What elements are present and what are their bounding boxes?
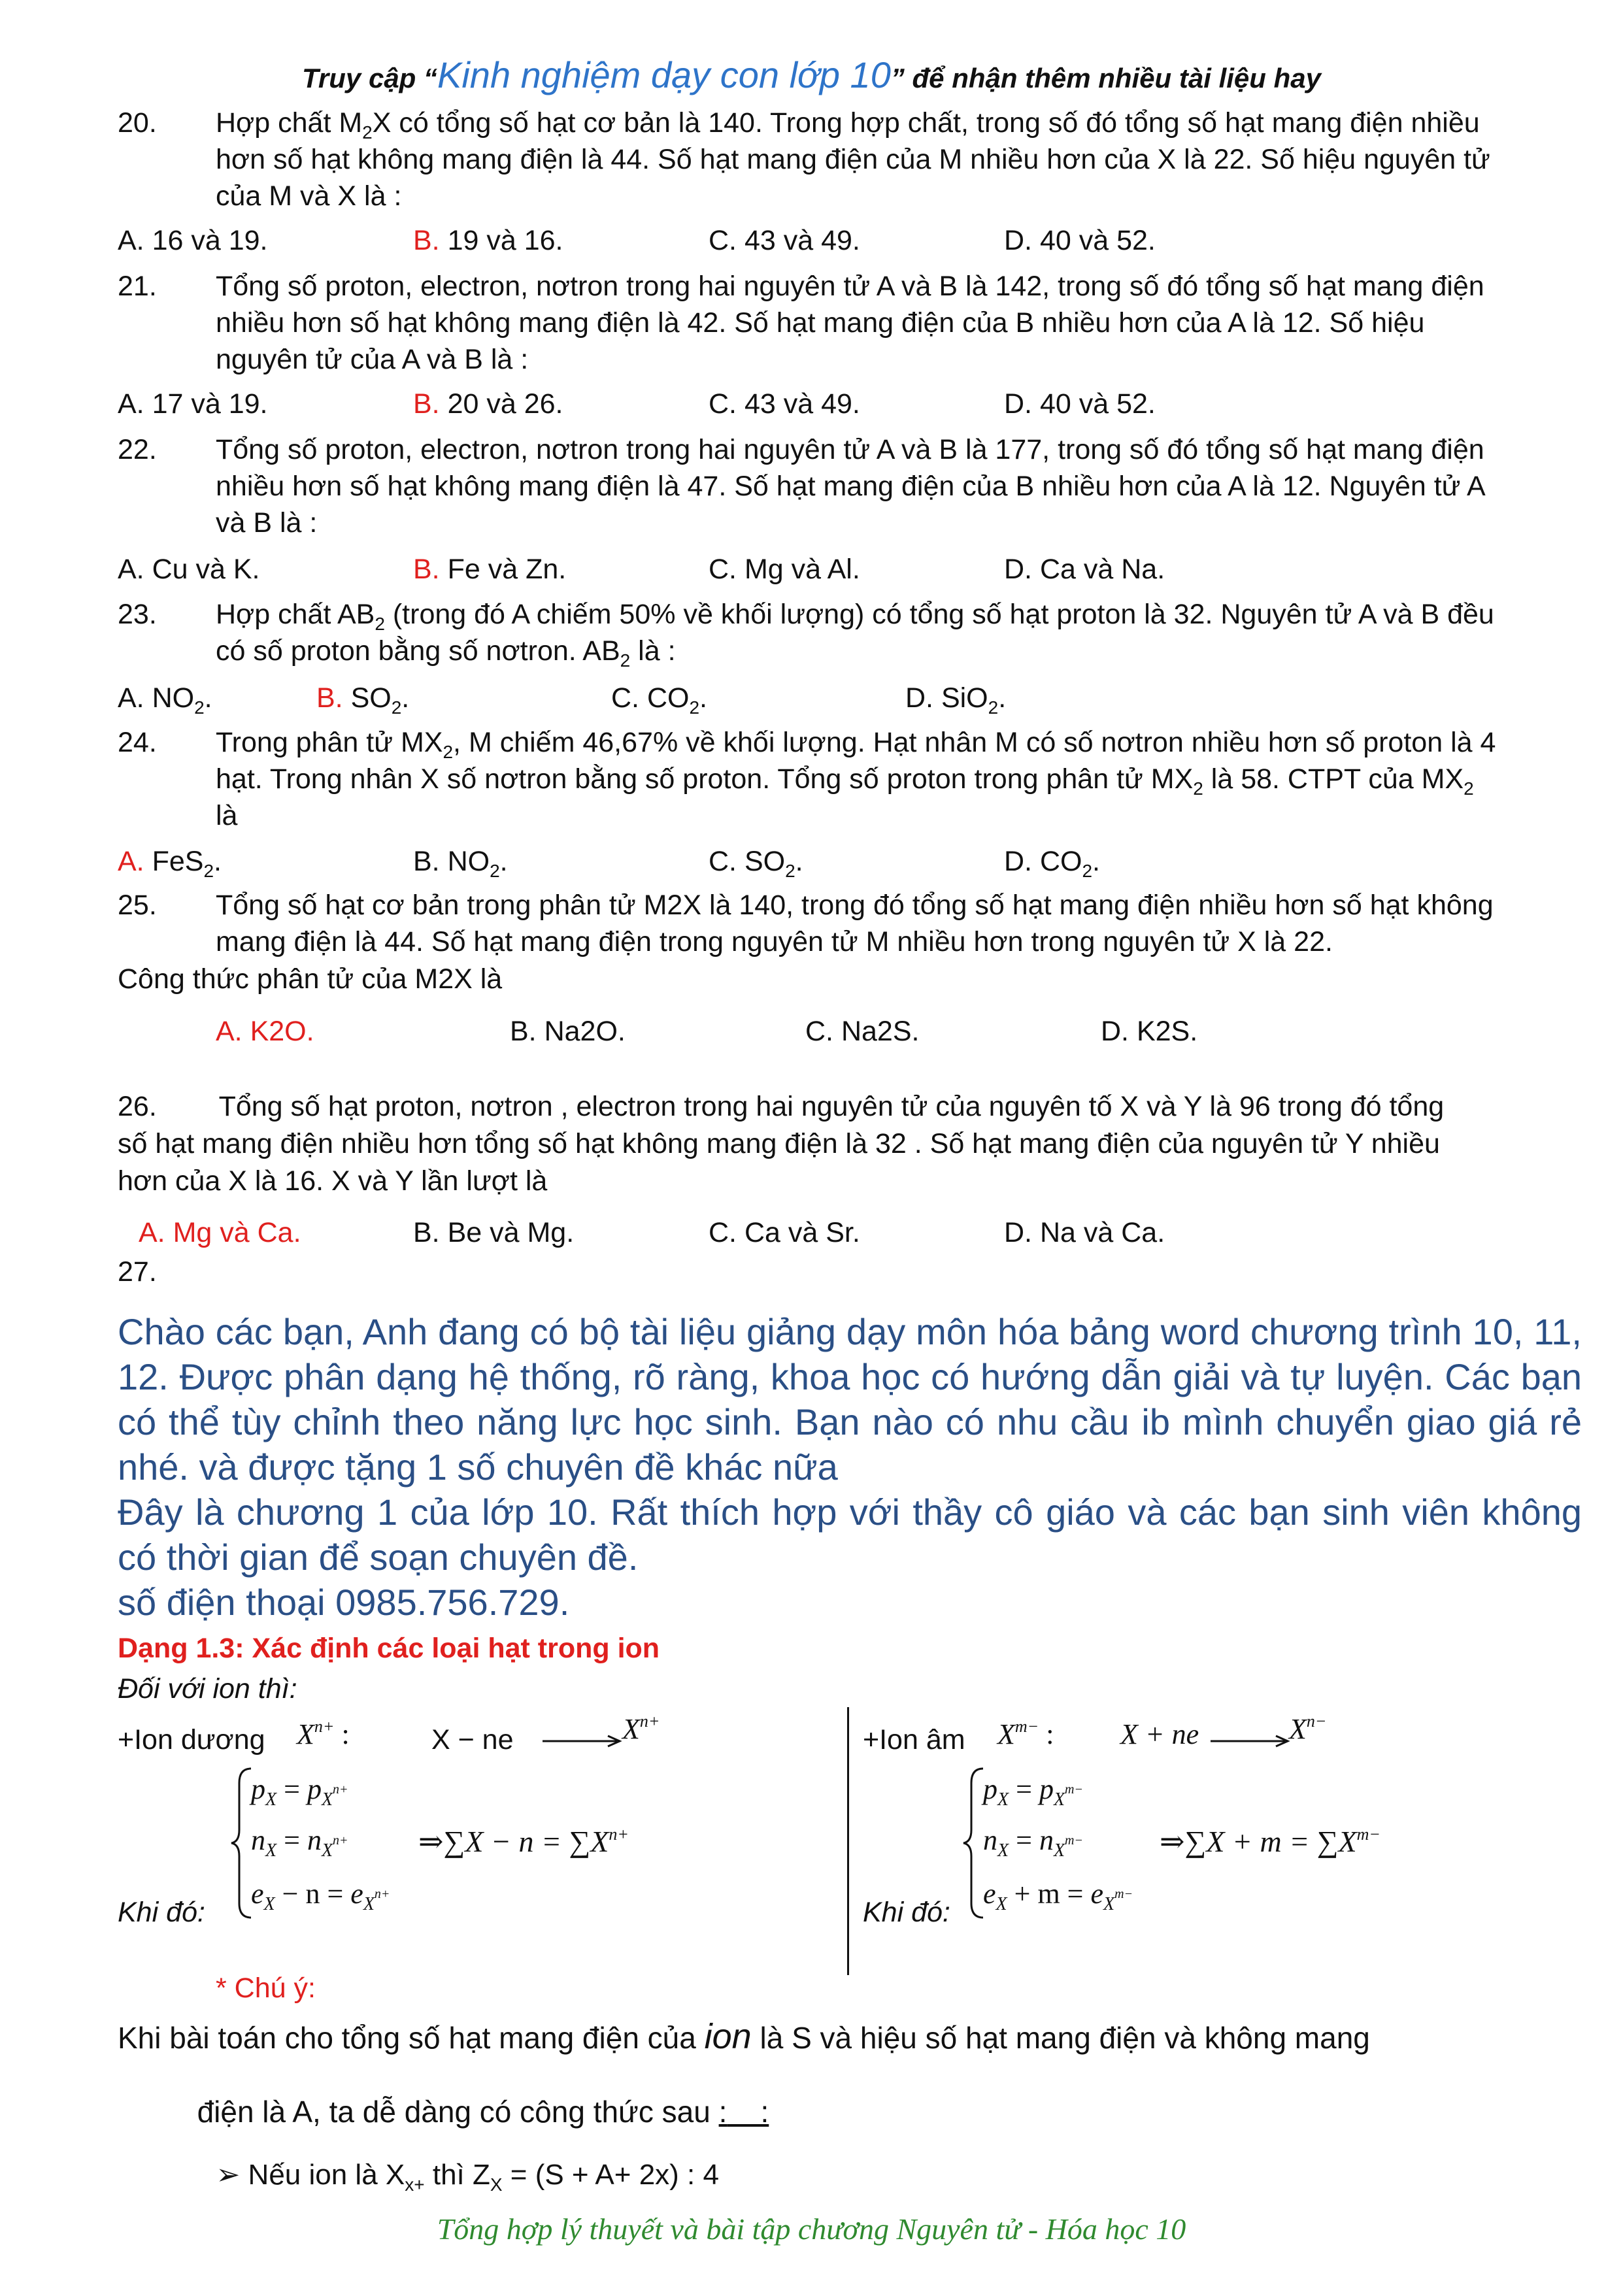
option-d: D. 40 và 52.	[1004, 225, 1156, 256]
option-a: A. $NO_2$.	[118, 682, 212, 718]
option-d: D. Ca và Na.	[1004, 554, 1165, 585]
question-text: Hợp chất $M_2X$ có tổng số hạt cơ bản là 140. Trong hợp chất, trong số đó tổng số hạt mang điện nhiều hơn số hạt không mang điện là 44. Số hạt mang điện của M nhiều hơn của X là 22. Số hiệu nguyên tử của M và X là :	[216, 107, 1490, 212]
option-c: C. 43 và 49.	[709, 388, 860, 420]
question-text: Hợp chất $AB_2$ (trong đó A chiếm 50% về khối lượng) có tổng số hạt proton là 32. Nguyên tử A và B đều có số proton bằng số nơtron. $AB_2$ là :	[216, 599, 1494, 671]
question-text: Trong phân tử $MX_2$, M chiếm 46,67% về khối lượng. Hạt nhân M có số nơtron nhiều hơn số proton là 4 hạt. Trong nhân X số nơtron bằng số proton. Tổng số proton trong phân tử $MX_2$ là 58. CTPT của $MX_2$ là	[216, 727, 1496, 831]
option-b: B. $SO_2$.	[316, 682, 410, 718]
header-prefix: Truy cập “	[302, 63, 437, 93]
option-a: A. Cu và K.	[118, 554, 260, 585]
option-a: A. FeS$_2$.	[118, 846, 222, 881]
reaction-arrow-icon	[1208, 1725, 1293, 1752]
question-number: 21.	[118, 271, 157, 302]
question-text: Tổng số proton, electron, nơtron trong hai nguyên tử A và B là 142, trong số đó tổng số hạt mang điện nhiều hơn số hạt không mang điện là 42. Số hạt mang điện của B nhiều hơn của A là 12. Số hiệu nguyên tử của A và B là :	[216, 271, 1484, 375]
positive-ion-label: +Ion dương	[118, 1724, 265, 1755]
option-a: A. 16 và 19.	[118, 225, 268, 256]
page-header	[0, 54, 1623, 96]
section-title: Dạng 1.3: Xác định các loại hạt trong ion	[118, 1633, 660, 1664]
option-d: D. Na và Ca.	[1004, 1217, 1165, 1248]
neutron-equation: $n_X = n_{X^{n+}}$	[251, 1824, 348, 1861]
option-b: B. Be và Mg.	[413, 1217, 575, 1248]
positive-ion-reaction: X − ne	[431, 1724, 514, 1755]
promo-paragraph-1: Chào các bạn, Anh đang có bộ tài liệu giảng dạy môn hóa bảng word chương trình 10, 11, 12. Được phân dạng hệ thống, rõ ràng, khoa học có hướng dẫn giải và tự luyện. Các bạn có thể tùy chỉnh theo năng lực học sinh. Bạn nào có nhu cầu ib mình chuyển giao giá rẻ nhé. và được tặng 1 số chuyên đề khác nữa	[118, 1311, 1582, 1488]
negative-ion-label: +Ion âm	[863, 1724, 965, 1755]
option-c: C. 43 và 49.	[709, 225, 860, 256]
option-a: A. K2O.	[216, 1016, 314, 1047]
header-suffix: ” để nhận thêm nhiều tài liệu hay	[890, 63, 1321, 93]
question-text-line: số hạt mang điện nhiều hơn tổng số hạt không mang điện là 32 . Số hạt mang điện của nguyên tử Y nhiều	[118, 1128, 1440, 1159]
option-b: B. $NO_2$.	[413, 846, 508, 881]
question-text-line: hơn của X là 16. X và Y lần lượt là	[118, 1165, 548, 1197]
electron-equation: $e_X + m = e_{X^{m-}}$	[983, 1878, 1133, 1914]
header-link[interactable]: Kinh nghiệm dạy con lớp 10	[437, 54, 891, 95]
khi-do-label: Khi đó:	[863, 1897, 950, 1928]
positive-ion-sum: ⇒∑X − $n = \sum X^{n+}$	[418, 1825, 629, 1858]
arrow-bullet-icon: ➢	[216, 2159, 241, 2191]
option-d: D. K2S.	[1101, 1016, 1198, 1047]
question-number: 24.	[118, 727, 157, 758]
question-stem: Công thức phân tử của M2X là	[118, 963, 503, 995]
promo-block	[118, 1309, 1582, 1625]
negative-ion-symbol: $X^{m-}$ :	[997, 1717, 1054, 1750]
proton-equation: $p_X = p_{X^{n+}}$	[251, 1773, 348, 1810]
proton-equation: $p_X = p_{X^{m-}}$	[983, 1773, 1083, 1810]
option-b: B. Fe và Zn.	[413, 554, 567, 585]
rule-line-2: điện là A, ta dễ dàng có công thức sau : :	[197, 2095, 769, 2129]
negative-ion-reaction: X + ne	[1120, 1718, 1199, 1750]
promo-phone: số điện thoại 0985.756.729.	[118, 1582, 570, 1623]
option-b: B. 20 và 26.	[413, 388, 563, 420]
question-number: 23.	[118, 599, 157, 630]
positive-ion-product: $X^{n+}$	[622, 1712, 660, 1745]
question-number: 25.	[118, 890, 157, 921]
reaction-arrow-icon	[540, 1725, 625, 1752]
option-b: B. 19 và 16.	[413, 225, 563, 256]
negative-ion-sum: ⇒∑X + $m = \sum X^{m-}$	[1160, 1825, 1380, 1858]
option-c: C. Ca và Sr.	[709, 1217, 860, 1248]
neutron-equation: $n_X = n_{X^{m-}}$	[983, 1824, 1083, 1861]
khi-do-label: Khi đó:	[118, 1897, 205, 1928]
option-d: D. $CO_2$.	[1004, 846, 1100, 881]
positive-ion-symbol: $X^{n+}$ :	[297, 1717, 350, 1750]
formula-bullet: ➢ Nếu ion là $X_{x+}$ thì $Z_X = (S + A+ 2x)$ : 4	[216, 2159, 719, 2195]
note-label: * Chú ý:	[216, 1972, 316, 2004]
option-b: B. Na2O.	[510, 1016, 626, 1047]
option-a: A. Mg và Ca.	[139, 1217, 301, 1248]
option-a: A. 17 và 19.	[118, 388, 268, 420]
question-number: 20.	[118, 107, 157, 139]
option-c: C. Mg và Al.	[709, 554, 860, 585]
option-d: D. SiO$_2$.	[905, 682, 1007, 718]
question-text: Tổng số hạt cơ bản trong phân tử M2X là 140, trong đó tổng số hạt mang điện nhiều hơn số hạt không mang điện là 44. Số hạt mang điện trong nguyên tử M nhiều hơn trong nguyên tử X là 22.	[216, 890, 1494, 957]
column-divider	[847, 1707, 849, 1975]
question-text: Tổng số proton, electron, nơtron trong hai nguyên tử A và B là 177, trong số đó tổng số hạt mang điện nhiều hơn số hạt không mang điện là 47. Số hạt mang điện của B nhiều hơn của A là 12. Nguyên tử A và B là :	[216, 434, 1486, 539]
section-intro: Đối với ion thì:	[118, 1673, 297, 1705]
question-27-number: 27.	[118, 1256, 157, 1288]
electron-equation: $e_X - n = e_{X^{n+}}$	[251, 1878, 390, 1914]
question-number: 22.	[118, 434, 157, 465]
question-text-line: 26. Tổng số hạt proton, nơtron , electron trong hai nguyên tử của nguyên tố X và Y là 96 trong đó tổng	[118, 1091, 1445, 1122]
option-c: C. $SO_2$.	[709, 846, 803, 881]
promo-paragraph-2: Đây là chương 1 của lớp 10. Rất thích hợp với thầy cô giáo và các bạn sinh viên không có thời gian để soạn chuyên đề.	[118, 1491, 1582, 1578]
negative-ion-product: $X^{n-}$	[1289, 1712, 1327, 1745]
page-footer: Tổng hợp lý thuyết và bài tập chương Nguyên tử - Hóa học 10	[437, 2212, 1186, 2246]
option-c: C. Na2S.	[805, 1016, 920, 1047]
option-c: C. $CO_2$.	[611, 682, 707, 718]
rule-line-1: Khi bài toán cho tổng số hạt mang điện của ion là S và hiệu số hạt mang điện và không mang	[118, 2017, 1370, 2056]
option-d: D. 40 và 52.	[1004, 388, 1156, 420]
